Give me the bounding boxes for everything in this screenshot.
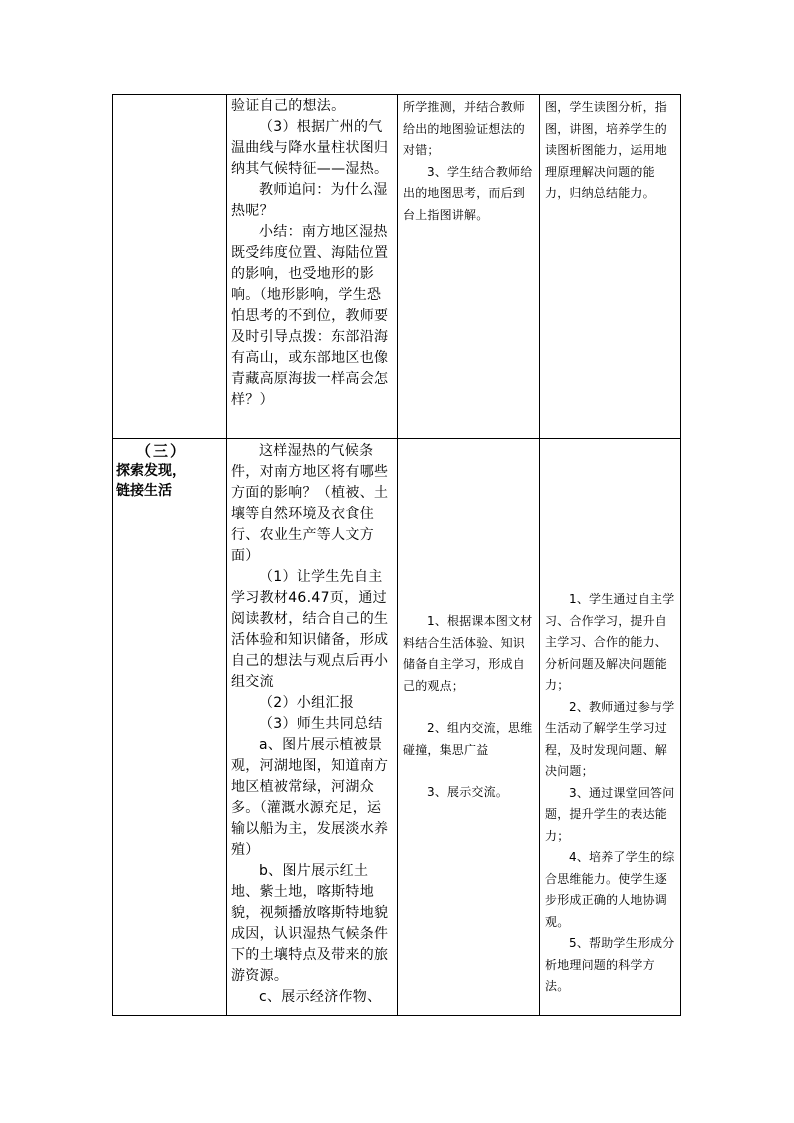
row1-intent-text-1: 图，学生读图分析，指图，讲图，培养学生的读图析图能力，运用地理原理解决问题的能力，归纳总结能力。 bbox=[545, 100, 668, 200]
row2-student-text-2: 2、组内交流，思维碰撞，集思广益 bbox=[403, 721, 533, 757]
row2-intent-text-5: 5、帮助学生形成分析地理问题的科学方法。 bbox=[545, 936, 675, 993]
row1-teacher-text-1: 验证自己的想法。 bbox=[231, 98, 346, 114]
stage-label-cell bbox=[116, 441, 224, 501]
row1-teacher-activity-cell bbox=[231, 96, 392, 411]
row1-student-text-2: 3、学生结合教师给出的地图思考，而后到台上指图讲解。 bbox=[403, 164, 533, 222]
column-divider-3 bbox=[539, 94, 540, 1016]
row2-teacher-text-1: 这样湿热的气候条件，对南方地区将有哪些方面的影响？（植被、土壤等自然环境及衣食住行、农业生产等人文方面） bbox=[231, 443, 389, 564]
row2-teacher-text-5: a、图片展示植被景观，河湖地图，知道南方地区植被常绿，河湖众多。（灌溉水源充足，运输以船为主，发展淡水养殖） bbox=[231, 737, 389, 858]
row1-teacher-text-3: 教师追问：为什么湿热呢？ bbox=[231, 182, 388, 219]
row1-teacher-text-2: （3）根据广州的气温曲线与降水量柱状图归纳其气候特征——湿热。 bbox=[231, 119, 389, 177]
row2-teacher-text-7: c、展示经济作物、 bbox=[259, 989, 382, 1005]
row2-student-text-1: 1、根据课本图文材料结合生活体验、知识储备自主学习，形成自己的观点； bbox=[403, 614, 533, 693]
stage-title-line-1: 探索发现， bbox=[116, 463, 186, 479]
row2-teacher-text-6: b、图片展示红土地、紫土地，喀斯特地貌，视频播放喀斯特地貌成因，认识湿热气候条件下的土壤特点及带来的旅游资源。 bbox=[231, 863, 389, 984]
row2-design-intent-cell bbox=[545, 589, 675, 998]
row2-teacher-text-2: （1）让学生先自主学习教材46.47页，通过阅读教材，结合自己的生活体验和知识储备，形成自己的想法与观点后再小组交流 bbox=[231, 569, 389, 690]
row1-student-activity-cell bbox=[403, 97, 534, 226]
row2-student-text-3: 3、展示交流。 bbox=[427, 785, 509, 799]
column-divider-2 bbox=[397, 94, 398, 1016]
row2-intent-text-2: 2、教师通过参与学生活动了解学生学习过程，及时发现问题、解决问题； bbox=[545, 699, 675, 778]
row2-intent-text-1: 1、学生通过自主学习、合作学习，提升自主学习、合作的能力、分析问题及解决问题能力； bbox=[545, 592, 675, 692]
row1-teacher-text-4: 小结：南方地区湿热既受纬度位置、海陆位置的影响，也受地形的影响。（地形影响，学生恐怕思考的不到位，教师要及时引导点拨：东部沿海有高山，或东部地区也像青藏高原海拔一样高会怎样？） bbox=[231, 224, 389, 408]
table-right-border bbox=[680, 94, 681, 1016]
column-divider-1 bbox=[226, 94, 227, 1016]
table-left-border bbox=[112, 94, 113, 1016]
stage-title-line-2: 链接生活 bbox=[116, 483, 172, 499]
stage-number: （三） bbox=[136, 442, 188, 460]
row1-student-text-1: 所学推测，并结合教师给出的地图验证想法的对错； bbox=[403, 100, 526, 157]
row2-teacher-text-4: （3）师生共同总结 bbox=[259, 716, 383, 732]
row2-intent-text-4: 4、培养了学生的综合思维能力。使学生逐步形成正确的人地协调观。 bbox=[545, 850, 675, 929]
row1-design-intent-cell bbox=[545, 97, 675, 205]
row2-intent-text-3: 3、通过课堂回答问题，提升学生的表达能力； bbox=[545, 785, 675, 843]
row2-teacher-activity-cell bbox=[231, 441, 392, 1008]
row2-teacher-text-3: （2）小组汇报 bbox=[259, 695, 355, 711]
row2-student-activity-cell bbox=[403, 611, 534, 804]
